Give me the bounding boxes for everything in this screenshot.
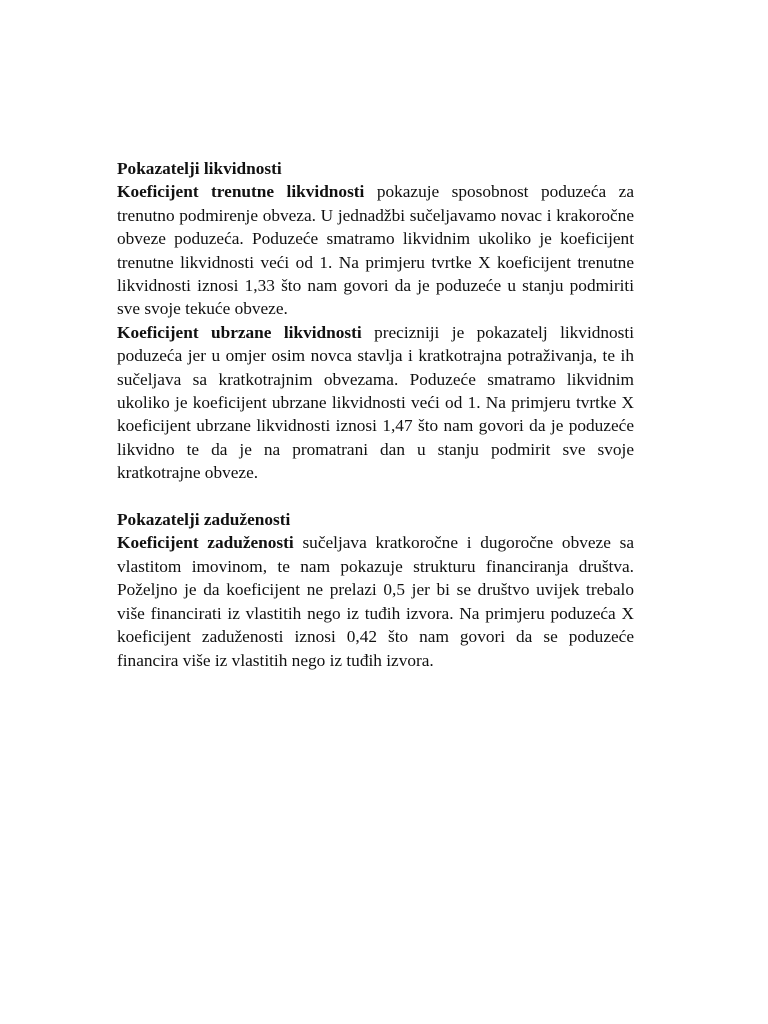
paragraph-current-liquidity bbox=[117, 180, 634, 320]
paragraph-text: pokazuje sposobnost poduzeća za trenutno podmirenje obveza. U jednadžbi sučeljavamo novac i krakoročne obveze poduzeća. Poduzeće smatramo likvidnim ukoliko je koeficijent trenutne likvidnosti veći od 1. Na primjeru tvrtke X koeficijent trenutne likvidnosti iznosi 1,33 što nam govori da je poduzeće u stanju podmiriti sve svoje tekuće obveze. bbox=[117, 182, 635, 319]
section-liquidity bbox=[117, 157, 634, 485]
section-spacer bbox=[117, 485, 634, 508]
paragraph-debt-ratio bbox=[117, 531, 634, 671]
document-page bbox=[117, 157, 634, 672]
paragraph-text: precizniji je pokazatelj likvidnosti poduzeća jer u omjer osim novca stavlja i kratkotrajna potraživanja, te ih sučeljava sa kratkotrajnim obvezama. Poduzeće smatramo likvidnim ukoliko je koeficijent ubrzane likvidnosti veći od 1. Na primjeru tvrtke X koeficijent ubrzane likvidnosti iznosi 1,47 što nam govori da je poduzeće likvidno te da je na promatrani dan u stanju podmirit sve svoje kratkotrajne obveze. bbox=[117, 322, 634, 483]
section-indebtedness bbox=[117, 508, 634, 672]
section-title: Pokazatelji zaduženosti bbox=[117, 510, 291, 530]
paragraph-text: sučeljava kratkoročne i dugoročne obveze sa vlastitom imovinom, te nam pokazuje strukturu financiranja društva. Poželjno je da koeficijent ne prelazi 0,5 jer bi se društvo uvijek trebalo više financirati iz vlastitih nego iz tuđih izvora. Na primjeru poduzeća X koeficijent zaduženosti iznosi 0,42 što nam govori da se poduzeće financira više iz vlastitih nego iz tuđih izvora. bbox=[117, 533, 634, 670]
paragraph-term: Koeficijent zaduženosti bbox=[117, 533, 294, 553]
paragraph-term: Koeficijent trenutne likvidnosti bbox=[117, 182, 365, 202]
paragraph-quick-liquidity bbox=[117, 321, 634, 485]
section-title: Pokazatelji likvidnosti bbox=[117, 159, 282, 178]
paragraph-term: Koeficijent ubrzane likvidnosti bbox=[117, 322, 362, 342]
